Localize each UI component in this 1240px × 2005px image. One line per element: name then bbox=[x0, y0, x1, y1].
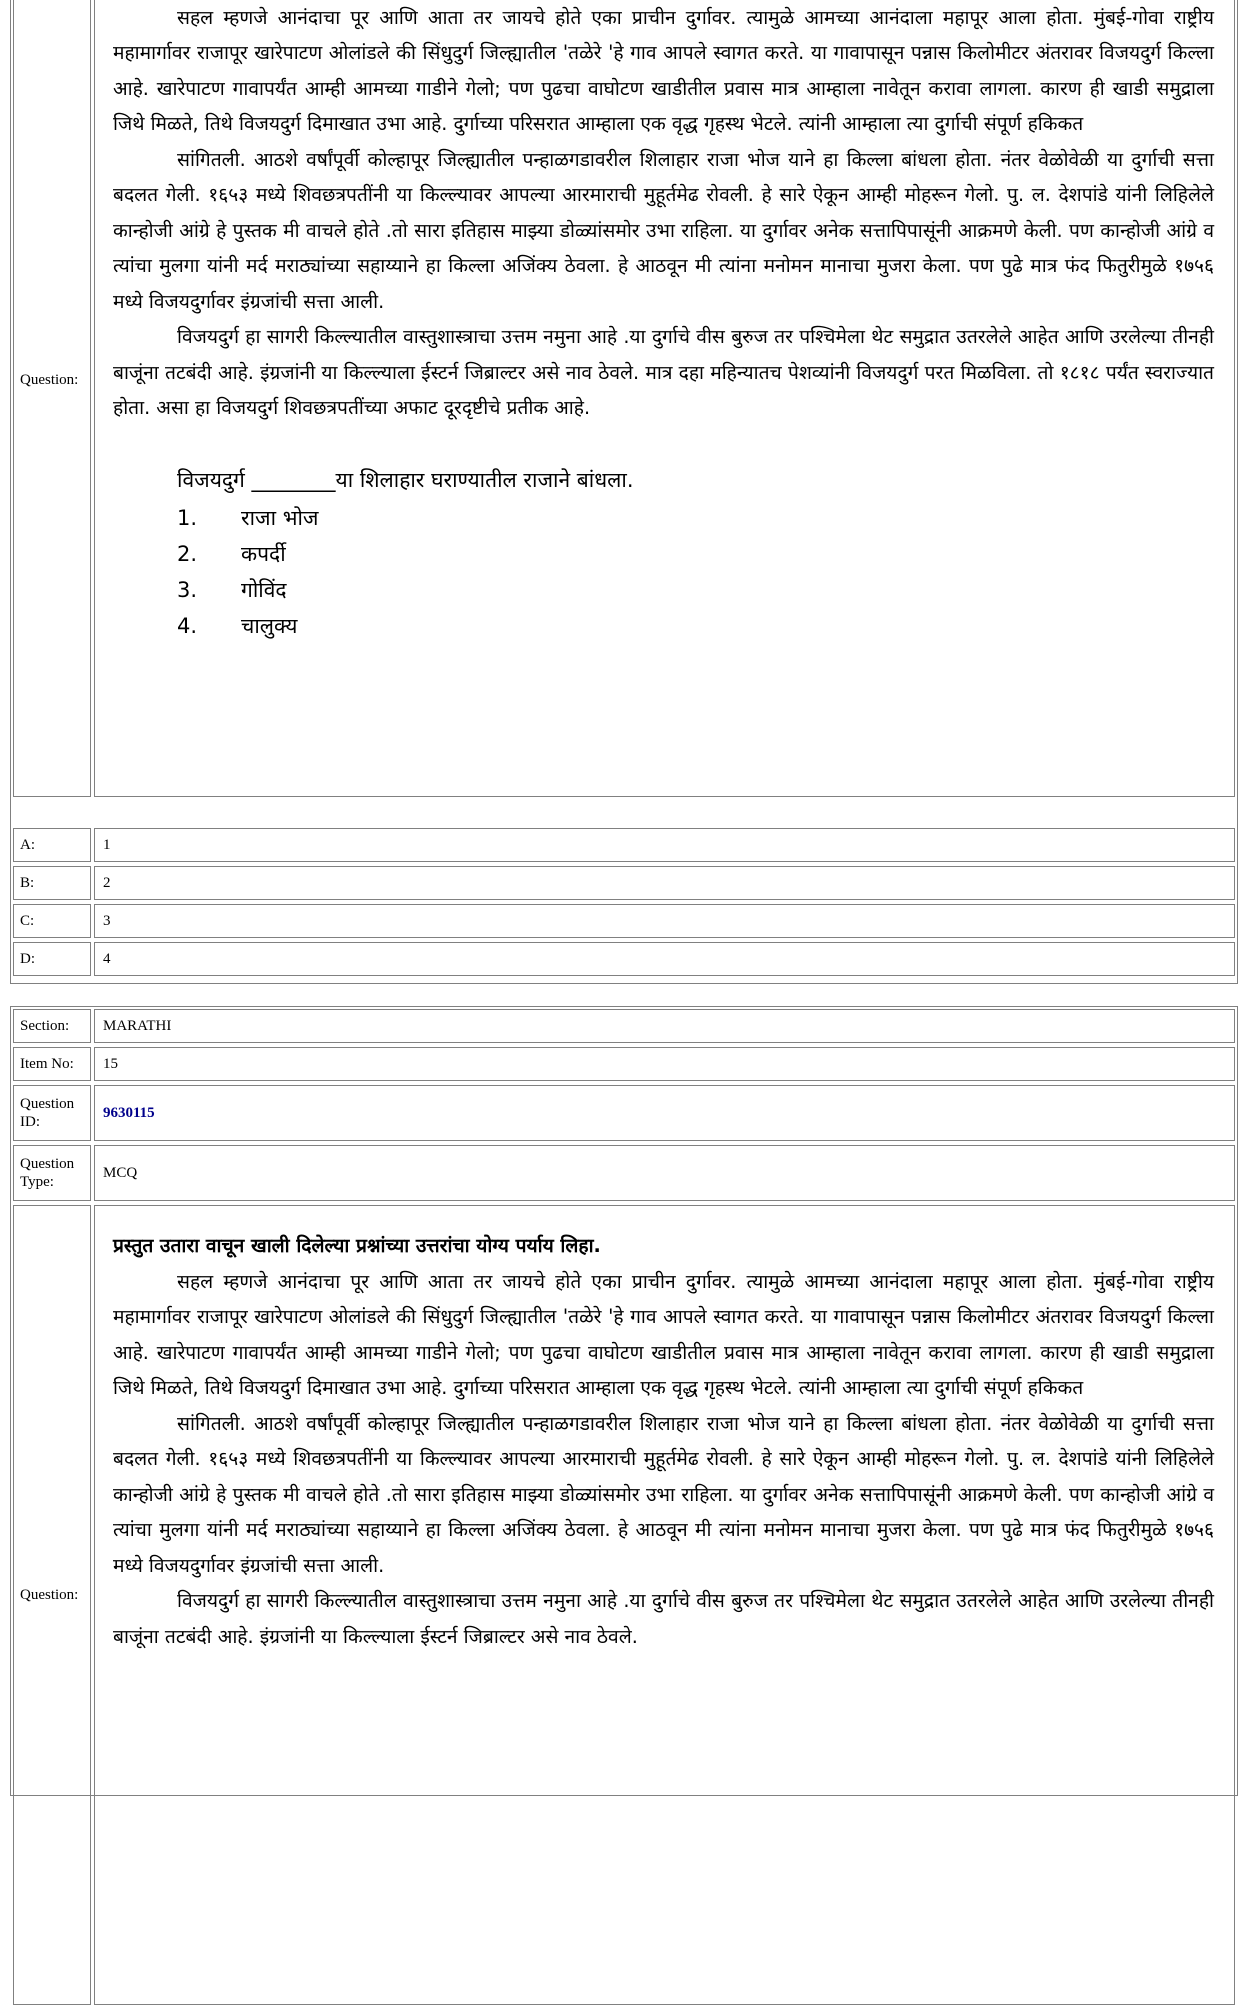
answer-label-a: A: bbox=[13, 828, 91, 862]
answer-row-a bbox=[13, 828, 1235, 862]
question-type-label: Question Type: bbox=[13, 1145, 91, 1201]
passage-paragraph-1: सहल म्हणजे आनंदाचा पूर आणि आता तर जायचे होते एका प्राचीन दुर्गावर. त्यामुळे आमच्या आनंदाला महापूर आला होता. मुंबई-गोवा राष्ट्रीय महामार्गावर राजापूर खारेपाटण ओलांडले की सिंधुदुर्ग जिल्ह्यातील 'तळेरे 'हे गाव आपले स्वागत करते. या गावापासून पन्नास किलोमीटर अंतरावर विजयदुर्ग किल्ला आहे. खारेपाटण गावापर्यंत आम्ही आमच्या गाडीने गेलो; पण पुढचा वाघोटण खाडीतील प्रवास मात्र आम्हाला नावेतून करावा लागला. कारण ही खाडी समुद्राला जिथे मिळते, तिथे विजयदुर्ग दिमाखात उभा आहे. दुर्गाच्या परिसरात आम्हाला एक वृद्ध गृहस्थ भेटले. त्यांनी आम्हाला त्या दुर्गाची संपूर्ण हकिकत bbox=[113, 1269, 1214, 1399]
answer-row-d bbox=[13, 942, 1235, 976]
answer-value-a: 1 bbox=[94, 828, 1235, 862]
option-text: चालुक्य bbox=[241, 613, 298, 638]
option-number: 3. bbox=[177, 577, 198, 602]
passage-paragraph-2: सांगितली. आठशे वर्षांपूर्वी कोल्हापूर जिल्ह्यातील पन्हाळगडावरील शिलाहार राजा भोज याने हा किल्ला बांधला होता. नंतर वेळोवेळी या दुर्गाची सत्ता बदलत गेली. १६५३ मध्ये शिवछत्रपतींनी या किल्ल्यावर आपल्या आरमाराची मुहूर्तमेढ रोवली. हे सारे ऐकून आम्ही मोहरून गेलो. पु. ल. देशपांडे यांनी लिहिलेले कान्होजी आंग्रे हे पुस्तक मी वाचले होते .तो सारा इतिहास माझ्या डोळ्यांसमोर उभा राहिला. या दुर्गावर अनेक सत्तापिपासूंनी आक्रमणे केली. पण कान्होजी आंग्रे व त्यांचा मुलगा यांनी मर्द मराठ्यांच्या सहाय्याने हा किल्ला अजिंक्य ठेवला. हे आठवून मी त्यांना मनोमन मानाचा मुजरा केला. पण पुढे मात्र फंद फितुरीमुळे १७५६ मध्ये विजयदुर्गावर इंग्रजांची सत्ता आली. bbox=[113, 147, 1214, 313]
option-2 bbox=[177, 536, 1214, 572]
answer-label-b: B: bbox=[13, 866, 91, 900]
question-content bbox=[94, 0, 1235, 797]
question-text: विजयदुर्ग ________या शिलाहार घराण्यातील राजाने बांधला. bbox=[177, 467, 634, 492]
passage-paragraph-1: सहल म्हणजे आनंदाचा पूर आणि आता तर जायचे होते एका प्राचीन दुर्गावर. त्यामुळे आमच्या आनंदाला महापूर आला होता. मुंबई-गोवा राष्ट्रीय महामार्गावर राजापूर खारेपाटण ओलांडले की सिंधुदुर्ग जिल्ह्यातील 'तळेरे 'हे गाव आपले स्वागत करते. या गावापासून पन्नास किलोमीटर अंतरावर विजयदुर्ग किल्ला आहे. खारेपाटण गावापर्यंत आम्ही आमच्या गाडीने गेलो; पण पुढचा वाघोटण खाडीतील प्रवास मात्र आम्हाला नावेतून करावा लागला. कारण ही खाडी समुद्राला जिथे मिळते, तिथे विजयदुर्ग दिमाखात उभा आहे. दुर्गाच्या परिसरात आम्हाला एक वृद्ध गृहस्थ भेटले. त्यांनी आम्हाला त्या दुर्गाची संपूर्ण हकिकत bbox=[113, 5, 1214, 135]
item-no-label: Item No: bbox=[13, 1047, 91, 1081]
answer-label-d: D: bbox=[13, 942, 91, 976]
question-type-value: MCQ bbox=[94, 1145, 1235, 1201]
passage-paragraph-3: विजयदुर्ग हा सागरी किल्ल्यातील वास्तुशास्त्राचा उत्तम नमुना आहे .या दुर्गाचे वीस बुरुज तर पश्चिमेला थेट समुद्रात उतरलेले आहेत आणि उरलेल्या तीनही बाजूंना तटबंदी आहे. इंग्रजांनी या किल्ल्याला ईस्टर्न जिब्राल्टर असे नाव ठेवले. bbox=[113, 1589, 1214, 1648]
question-type-row bbox=[13, 1145, 1235, 1201]
option-1 bbox=[177, 500, 1214, 536]
answer-value-d: 4 bbox=[94, 942, 1235, 976]
passage-paragraph-3: विजयदुर्ग हा सागरी किल्ल्यातील वास्तुशास्त्राचा उत्तम नमुना आहे .या दुर्गाचे वीस बुरुज तर पश्चिमेला थेट समुद्रात उतरलेले आहेत आणि उरलेल्या तीनही बाजूंना तटबंदी आहे. इंग्रजांनी या किल्ल्याला ईस्टर्न जिब्राल्टर असे नाव ठेवले. मात्र दहा महिन्यातच पेशव्यांनी विजयदुर्ग परत मिळविला. तो १८१८ पर्यंत स्वराज्यात होता. असा हा विजयदुर्ग शिवछत्रपतींच्या अफाट दूरदृष्टीचे प्रतीक आहे. bbox=[113, 325, 1214, 419]
question-row bbox=[13, 0, 1235, 797]
option-number: 2. bbox=[177, 541, 198, 566]
item-no-row bbox=[13, 1047, 1235, 1081]
question-id-row bbox=[13, 1085, 1235, 1141]
answer-value-c: 3 bbox=[94, 904, 1235, 938]
question-item-14 bbox=[10, 0, 1238, 984]
section-label: Section: bbox=[13, 1009, 91, 1043]
option-4 bbox=[177, 608, 1214, 644]
answer-row-b bbox=[13, 866, 1235, 900]
question-id-label: Question ID: bbox=[13, 1085, 91, 1141]
option-3 bbox=[177, 572, 1214, 608]
item-no-value: 15 bbox=[94, 1047, 1235, 1081]
passage-paragraph-2: सांगितली. आठशे वर्षांपूर्वी कोल्हापूर जिल्ह्यातील पन्हाळगडावरील शिलाहार राजा भोज याने हा किल्ला बांधला होता. नंतर वेळोवेळी या दुर्गाची सत्ता बदलत गेली. १६५३ मध्ये शिवछत्रपतींनी या किल्ल्यावर आपल्या आरमाराची मुहूर्तमेढ रोवली. हे सारे ऐकून आम्ही मोहरून गेलो. पु. ल. देशपांडे यांनी लिहिलेले कान्होजी आंग्रे हे पुस्तक मी वाचले होते .तो सारा इतिहास माझ्या डोळ्यांसमोर उभा राहिला. या दुर्गावर अनेक सत्तापिपासूंनी आक्रमणे केली. पण कान्होजी आंग्रे व त्यांचा मुलगा यांनी मर्द मराठ्यांच्या सहाय्याने हा किल्ला अजिंक्य ठेवला. हे आठवून मी त्यांना मनोमन मानाचा मुजरा केला. पण पुढे मात्र फंद फितुरीमुळे १७५६ मध्ये विजयदुर्गावर इंग्रजांची सत्ता आली. bbox=[113, 1411, 1214, 1577]
question-label: Question: bbox=[13, 0, 91, 797]
question-label: Question: bbox=[13, 1205, 91, 2005]
option-text: राजा भोज bbox=[241, 505, 319, 530]
question-content bbox=[94, 1205, 1235, 2005]
section-row bbox=[13, 1009, 1235, 1043]
question-row bbox=[13, 1205, 1235, 2005]
passage bbox=[113, 0, 1214, 426]
option-text: गोविंद bbox=[241, 577, 287, 602]
passage-heading: प्रस्तुत उतारा वाचून खाली दिलेल्या प्रश्नांच्या उत्तरांचा योग्य पर्याय लिहा. bbox=[113, 1234, 601, 1257]
option-number: 1. bbox=[177, 505, 198, 530]
question-item-15 bbox=[10, 1006, 1238, 1796]
option-number: 4. bbox=[177, 613, 198, 638]
answer-row-c bbox=[13, 904, 1235, 938]
section-value: MARATHI bbox=[94, 1009, 1235, 1043]
option-text: कपर्दी bbox=[241, 541, 286, 566]
answer-value-b: 2 bbox=[94, 866, 1235, 900]
passage bbox=[113, 1228, 1214, 1654]
answer-label-c: C: bbox=[13, 904, 91, 938]
question-id-value: 9630115 bbox=[94, 1085, 1235, 1141]
